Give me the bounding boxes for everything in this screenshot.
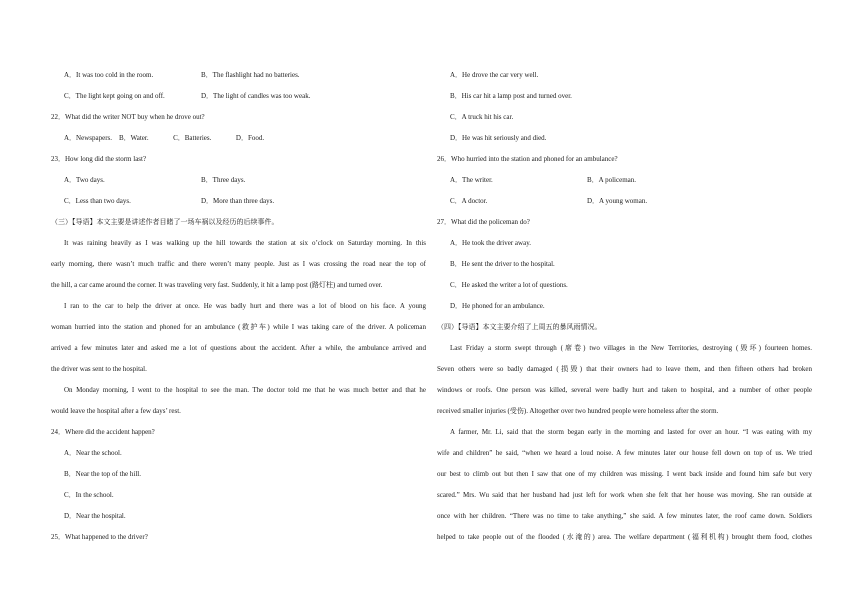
passage4-line: received smaller injuries (受伤). Altogether over two hundred people were homeless after the storm. (437, 407, 719, 415)
q21-option-b: B．The flashlight had no batteries. (201, 71, 300, 79)
passage3-line: On Monday morning, I went to the hospital to see the man. The doctor told me that he was much better and that he (64, 386, 426, 394)
q23-option-c: C．Less than two days. (64, 197, 131, 205)
q25-option-b: B．His car hit a lamp post and turned over. (450, 92, 572, 100)
q23-question: 23．How long did the storm last? (51, 155, 147, 163)
passage4-line: Last Friday a storm swept through (席卷) two villages in the New Territories, destroying (毁坏) fourteen homes. (450, 344, 812, 352)
q26-option-d: D．A young woman. (587, 197, 648, 205)
q23-option-a: A．Two days. (64, 176, 105, 184)
passage3-line: early morning, there wasn’t much traffic and there weren’t many people. Just as I was crossing the road near the top of (51, 260, 426, 268)
q25-question: 25．What happened to the driver? (51, 533, 148, 541)
q25-option-c: C．A truck hit his car. (450, 113, 514, 121)
passage3-line: the hill, a car came around the corner. It was traveling very fast. Suddenly, it hit a lamp post (路灯柱) and turned over. (51, 281, 383, 289)
passage4-line: scared.” Mrs. Wu said that her husband had just left for work when she felt that her house was moving. She ran outside at (437, 491, 812, 499)
q27-option-c: C．He asked the writer a lot of questions. (450, 281, 568, 289)
passage4-line: our best to climb out but then I saw that one of my children was missing. I went back inside and found him safe but very (437, 470, 812, 478)
passage4-line: Seven others were so badly damaged (损毁) that their owners had to leave them, and then fifteen others had broken (437, 365, 812, 373)
q27-option-d: D．He phoned for an ambulance. (450, 302, 545, 310)
passage3-line: woman hurried into the station and phoned for an ambulance (救护车) while I was taking care of the driver. A policeman (51, 323, 426, 331)
passage3-line: the driver was sent to the hospital. (51, 365, 147, 373)
q24-option-b: B．Near the top of the hill. (64, 470, 141, 478)
q26-option-a: A．The writer. (450, 176, 493, 184)
q21-option-c: C．The light kept going on and off. (64, 92, 165, 100)
q24-option-d: D．Near the hospital. (64, 512, 126, 520)
passage3-line: would leave the hospital after a few days’ rest. (51, 407, 181, 415)
q22-question: 22．What did the writer NOT buy when he drove out? (51, 113, 205, 121)
passage4-line: once with her children. “There was no time to take anything,” she said. A few minutes later, the roof came down. Soldiers (437, 512, 812, 520)
q22-options: A．Newspapers. B．Water. C．Batteries. D．Food. (64, 134, 265, 142)
passage4-line: helped to take people out of the flooded (水淹的) area. The welfare department (福利机构) brought them food, clothes (437, 533, 812, 541)
section3-guide: （三）【导语】本文主要是讲述作者目睹了一场车祸以及经历的后续事件。 (51, 218, 279, 226)
q23-option-d: D．More than three days. (201, 197, 275, 205)
passage3-line: It was raining heavily as I was walking up the hill towards the station at six o’clock on Saturday morning. In this (64, 239, 426, 247)
passage4-line: A farmer, Mr. Li, said that the storm began early in the morning and lasted for over an hour. “I was eating with my (450, 428, 812, 436)
q24-question: 24．Where did the accident happen? (51, 428, 155, 436)
q24-option-c: C．In the school. (64, 491, 114, 499)
q21-option-d: D．The light of candles was too weak. (201, 92, 311, 100)
q27-option-b: B．He sent the driver to the hospital. (450, 260, 555, 268)
q21-option-a: A．It was too cold in the room. (64, 71, 154, 79)
passage3-line: arrived a few minutes later and asked me a lot of questions about the accident. After a while, the ambulance arrived and (51, 344, 426, 352)
q26-option-b: B．A policeman. (587, 176, 636, 184)
q23-option-b: B．Three days. (201, 176, 246, 184)
q26-option-c: C．A doctor. (450, 197, 488, 205)
q27-question: 27．What did the policeman do? (437, 218, 530, 226)
q25-option-a: A．He drove the car very well. (450, 71, 539, 79)
passage4-line: windows or roofs. One person was killed, several were badly hurt and taken to hospital, and a number of other people (437, 386, 812, 394)
q24-option-a: A．Near the school. (64, 449, 122, 457)
section4-guide: （四）【导语】本文主要介绍了上周五的暴风雨情况。 (437, 323, 602, 331)
passage4-line: wife and children” he said, “when we heard a loud noise. A few minutes later our house fell down on top of us. We tried (437, 449, 812, 457)
q27-option-a: A．He took the driver away. (450, 239, 531, 247)
q25-option-d: D．He was hit seriously and died. (450, 134, 547, 142)
q26-question: 26．Who hurried into the station and phoned for an ambulance? (437, 155, 618, 163)
passage3-line: I ran to the car to help the driver at once. He was badly hurt and there was a lot of blood on his face. A young (64, 302, 426, 310)
